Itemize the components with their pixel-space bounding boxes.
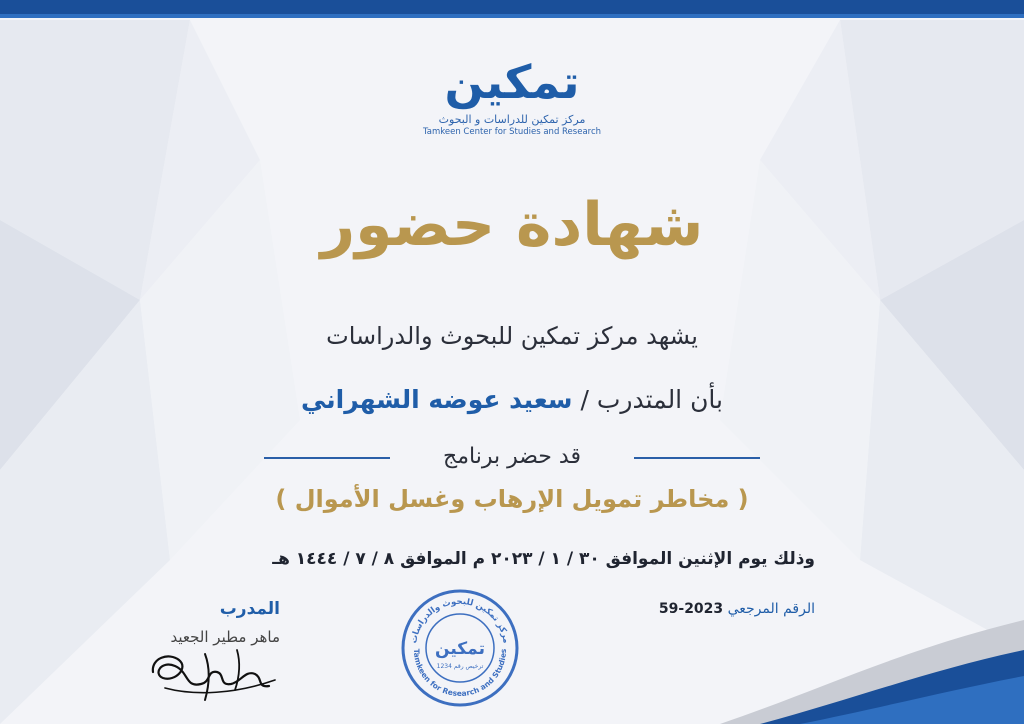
reference-value: 2023-59 [658,601,724,617]
trainee-prefix: بأن المتدرب / [580,385,724,414]
certificate-title: شهادة حضور [320,190,704,260]
program-title: ( مخاطر تمويل الإرهاب وغسل الأموال ) [275,485,749,513]
trainer-name: ماهر مطير الجعيد [170,628,280,646]
stamp-registration: ترخيص رقم 1234 [436,663,484,670]
reference-number [600,598,815,620]
trainee-line [0,380,1024,420]
logo-subtitle-ar: مركز تمكين للدراسات و البحوث [438,113,586,126]
attended-label: قد حضر برنامج [443,444,581,469]
reference-label: الرقم المرجعي [727,601,815,617]
official-stamp [400,588,520,708]
issuer-statement: يشهد مركز تمكين للبحوث والدراسات [326,322,698,350]
trainer-signature [145,630,280,706]
logo-wordmark: تمكين [444,55,580,109]
stamp-ring-ar: مركز تمكين للبحوث والدراسات [409,596,511,645]
date-line: وذلك يوم الإثنين الموافق ٣٠ / ١ / ٢٠٢٣ م الموافق ٨ / ٧ / ١٤٤٤ هـ [272,549,815,569]
stamp-center: تمكين [435,639,485,659]
stamp-ring-en: Tamkeen for Research and Studies [411,648,509,699]
logo-subtitle-en: Tamkeen Center for Studies and Research [422,127,602,137]
trainer-label: المدرب [219,599,280,619]
trainee-name: سعيد عوضه الشهراني [300,385,573,414]
